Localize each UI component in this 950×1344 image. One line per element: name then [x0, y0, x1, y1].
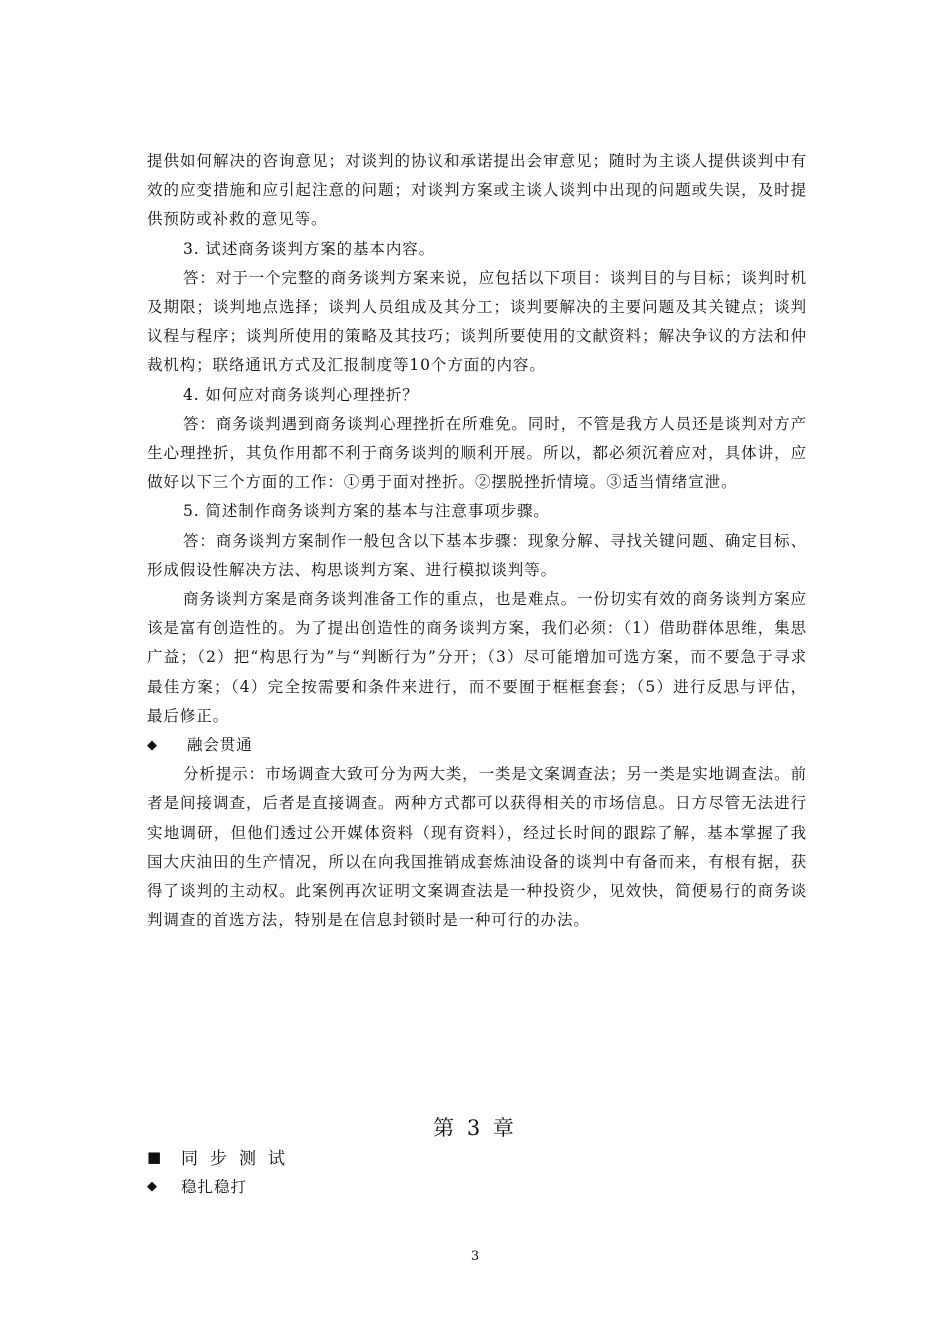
page-number: 3: [470, 1249, 480, 1264]
section-heading: [147, 1144, 297, 1169]
answer-4: 答：商务谈判遇到商务谈判心理挫折在所难免。同时，不管是我方人员还是谈判对方产生心理挫折，其负作用都不利于商务谈判的顺利开展。所以，都必须沉着应对，具体讲，应做好以下三个方面的工作：①勇于面对挫折。②摆脱挫折情境。③适当情绪宣泄。: [147, 414, 807, 492]
answer-3: 答：对于一个完整的商务谈判方案来说，应包括以下项目：谈判目的与目标；谈判时机及期限；谈判地点选择；谈判人员组成及其分工；谈判要解决的主要问题及其关键点；谈判议程与程序；谈判所使用的策略及其技巧；谈判所要使用的文献资料；解决争议的方法和仲裁机构；联络通讯方式及汇报制度等10个方面的内容。: [147, 268, 807, 375]
question-3: 3. 试述商务谈判方案的基本内容。: [183, 239, 436, 258]
answer-5: 答：商务谈判方案制作一般包含以下基本步骤：现象分解、寻找关键问题、确定目标、形成假设性解决方法、构思谈判方案、进行模拟谈判等。: [147, 531, 807, 579]
paragraph-continuation: 提供如何解决的咨询意见；对谈判的协议和承诺提出会审意见；随时为主谈人提供谈判中有效的应变措施和应引起注意的问题；对谈判方案或主谈人谈判中出现的问题或失误，及时提供预防或补救的意见等。: [147, 152, 807, 229]
sub-heading: [147, 1175, 247, 1197]
diamond-bullet-icon: ◆: [147, 1178, 157, 1194]
analysis-hint: 分析提示：市场调查大致可分为两大类，一类是文案调查法；另一类是实地调查法。前者是间接调查，后者是直接调查。两种方式都可以获得相关的市场信息。日方尽管无法进行实地调研，但他们透过公开媒体资料（现有资料），经过长时间的跟踪了解，基本掌握了我国大庆油田的生产情况，所以在向我国推销成套炼油设备的谈判中有备而来，有根有据，获得了谈判的主动权。此案例再次证明文案调查法是一种投资少，见效快，简便易行的商务谈判调查的首选方法，特别是在信息封锁时是一种可行的办法。: [147, 765, 807, 930]
body-text: [147, 147, 807, 935]
sub-heading-label: 稳扎稳打: [181, 1178, 248, 1196]
question-4: 4. 如何应对商务谈判心理挫折？: [183, 385, 419, 404]
section-heading-label: 同步测试: [181, 1149, 297, 1169]
square-bullet-icon: ■: [147, 1147, 162, 1166]
question-5: 5. 简述制作商务谈判方案的基本与注意事项步骤。: [183, 502, 550, 521]
chapter-title: 第 3 章: [433, 1116, 517, 1140]
bullet-heading-ronghui: [147, 731, 807, 760]
diamond-bullet-icon: ◆: [147, 738, 158, 754]
answer-5-continued: 商务谈判方案是商务谈判准备工作的重点，也是难点。一份切实有效的商务谈判方案应该是富有创造性的。为了提出创造性的商务谈判方案，我们必须：（1）借助群体思维，集思广益；（2）把“构思行为”与“判断行为”分开；（3）尽可能增加可选方案，而不要急于寻求最佳方案；（4）完全按需要和条件来进行，而不要囿于框框套套；（5）进行反思与评估，最后修正。: [147, 590, 807, 725]
bullet-heading-label: 融会贯通: [187, 736, 253, 755]
